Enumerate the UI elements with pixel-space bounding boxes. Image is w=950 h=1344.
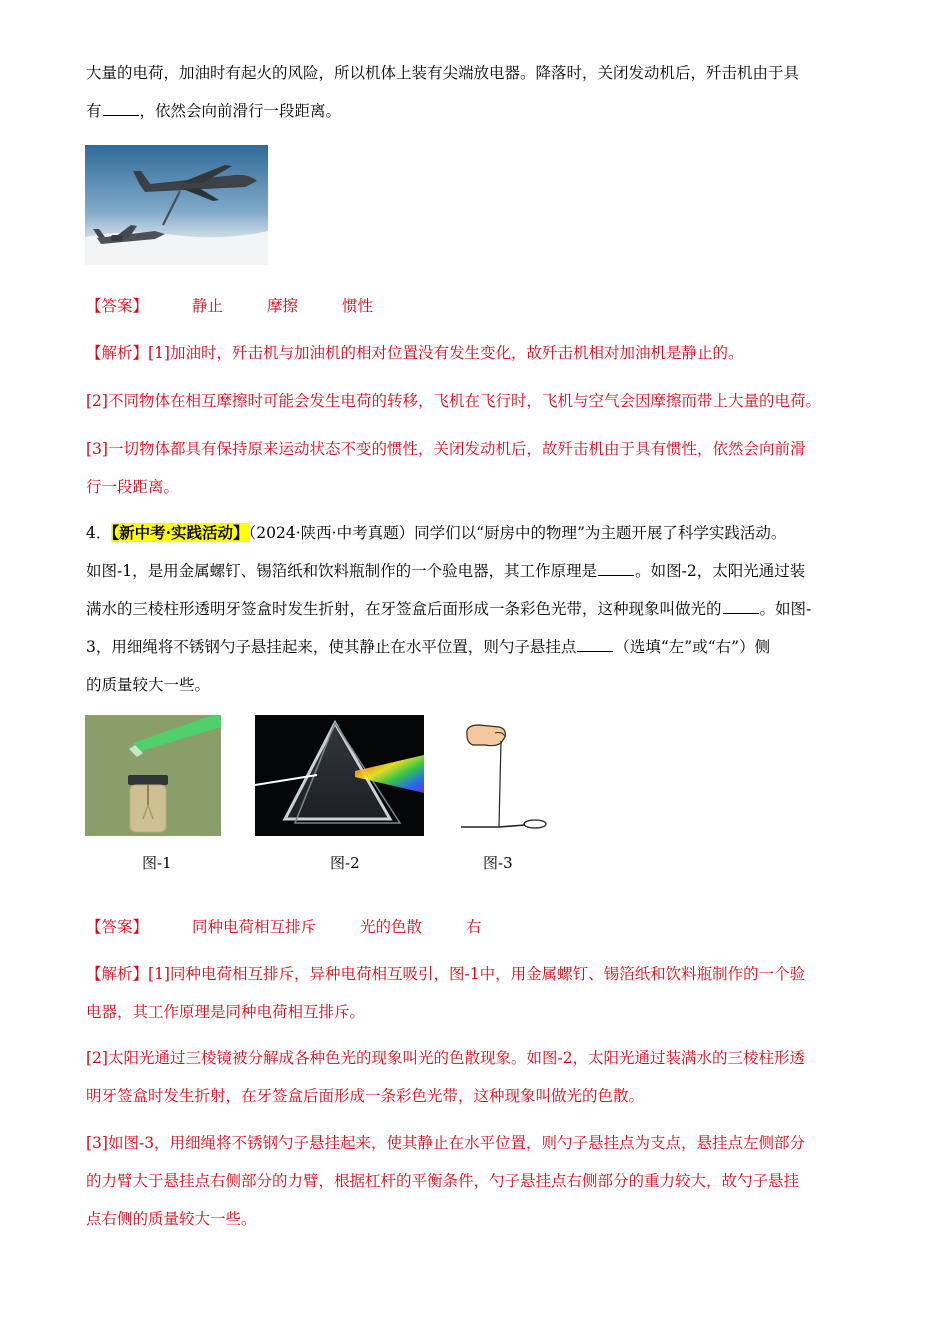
q4-line-5: 的质量较大一些。 [86, 676, 211, 694]
q3-analysis-line-1 [86, 343, 743, 363]
q4-analysis-line-1 [86, 964, 805, 984]
electroscope-figure [85, 715, 221, 836]
q4-line-2-start: 如图-1，是用金属螺钉、锡箔纸和饮料瓶制作的一个验电器，其工作原理是 [86, 562, 598, 580]
q3-analysis-line-2: [2]不同物体在相互摩擦时可能会发生电荷的转移，飞机在飞行时，飞机与空气会因摩擦而带上大量的电荷。 [86, 392, 821, 410]
aerial-refueling-photo [85, 145, 268, 265]
q4-analysis-line-4: 明牙签盒时发生折射，在牙签盒后面形成一条彩色光带，这种现象叫做光的色散。 [86, 1087, 645, 1105]
q4-analysis-line-5: [3]如图-3，用细绳将不锈钢勺子悬挂起来，使其静止在水平位置，则勺子悬挂点为支点，悬挂点左侧部分 [86, 1134, 806, 1152]
q4-line-3 [86, 599, 811, 619]
q3-analysis-line-3: [3]一切物体都具有保持原来运动状态不变的惯性，关闭发动机后，故歼击机由于具有惯性，依然会向前滑 [86, 440, 806, 458]
answer-blank [577, 637, 613, 652]
hanging-spoon-figure [455, 715, 550, 836]
intro-line-2-end: ，依然会向前滑行一段距离。 [139, 102, 342, 120]
q4-line-4-end: （选填“左”或“右”）侧 [614, 638, 771, 656]
q4-number: 4． [86, 524, 112, 542]
q4-analysis-text-1: [1]同种电荷相互排斥，异种电荷相互吸引，图-1中，用金属螺钉、锡箔纸和饮料瓶制作的一个验 [148, 965, 806, 983]
figure-3-caption: 图-3 [483, 854, 513, 872]
q4-line-1 [86, 523, 786, 543]
q4-tag: 【新中考·实践活动】 [111, 523, 249, 542]
intro-line-2 [86, 101, 341, 121]
q4-analysis-line-6: 的力臂大于悬挂点右侧部分的力臂，根据杠杆的平衡条件，勺子悬挂点右侧部分的重力较大，故勺子悬挂 [86, 1172, 800, 1190]
intro-line-2-start: 有 [86, 102, 102, 120]
q4-analysis-line-2: 电器，其工作原理是同种电荷相互排斥。 [86, 1003, 366, 1021]
q3-analysis-line-4: 行一段距离。 [86, 478, 180, 496]
q4-line-4-start: 3，用细绳将不锈钢勺子悬挂起来，使其静止在水平位置，则勺子悬挂点 [86, 638, 577, 656]
q4-answer-2: 光的色散 [360, 918, 423, 936]
q4-line-3-end: 。如图- [759, 600, 812, 618]
answer-blank [723, 599, 759, 614]
q3-answer-1: 静止 [192, 297, 224, 315]
intro-line-1: 大量的电荷，加油时有起火的风险，所以机体上装有尖端放电器。降落时，关闭发动机后，歼击机由于具 [86, 64, 800, 82]
figure-2-caption: 图-2 [330, 854, 360, 872]
q4-answer-1: 同种电荷相互排斥 [192, 918, 317, 936]
answer-blank [103, 101, 139, 116]
q4-analysis-line-7: 点右侧的质量较大一些。 [86, 1210, 257, 1228]
q3-answer-label: 【答案】 [86, 297, 149, 315]
q4-answer-3: 右 [466, 918, 482, 936]
q4-line-3-start: 满水的三棱柱形透明牙签盒时发生折射，在牙签盒后面形成一条彩色光带，这种现象叫做光的 [86, 600, 722, 618]
q4-line-2-end: 。如图-2，太阳光通过装 [635, 562, 806, 580]
q4-answer-line [86, 917, 482, 937]
figure-1-caption: 图-1 [142, 854, 172, 872]
q4-line-4 [86, 637, 770, 657]
q3-answer-3: 惯性 [342, 297, 374, 315]
q4-source: （2024·陕西·中考真题）同学们以“厨房中的物理”为主题开展了科学实践活动。 [248, 524, 787, 542]
q4-analysis-line-3: [2]太阳光通过三棱镜被分解成各种色光的现象叫光的色散现象。如图-2，太阳光通过装满水的三棱柱形透 [86, 1049, 806, 1067]
q3-analysis-text-1: [1]加油时，歼击机与加油机的相对位置没有发生变化，故歼击机相对加油机是静止的。 [148, 344, 744, 362]
q3-analysis-label: 【解析】 [86, 344, 149, 362]
q4-answer-label: 【答案】 [86, 918, 149, 936]
q4-analysis-label: 【解析】 [86, 965, 149, 983]
q4-line-2 [86, 561, 805, 581]
answer-blank [598, 561, 634, 576]
q3-answer-2: 摩擦 [267, 297, 299, 315]
prism-figure [255, 715, 424, 836]
q3-answer-line [86, 296, 373, 316]
